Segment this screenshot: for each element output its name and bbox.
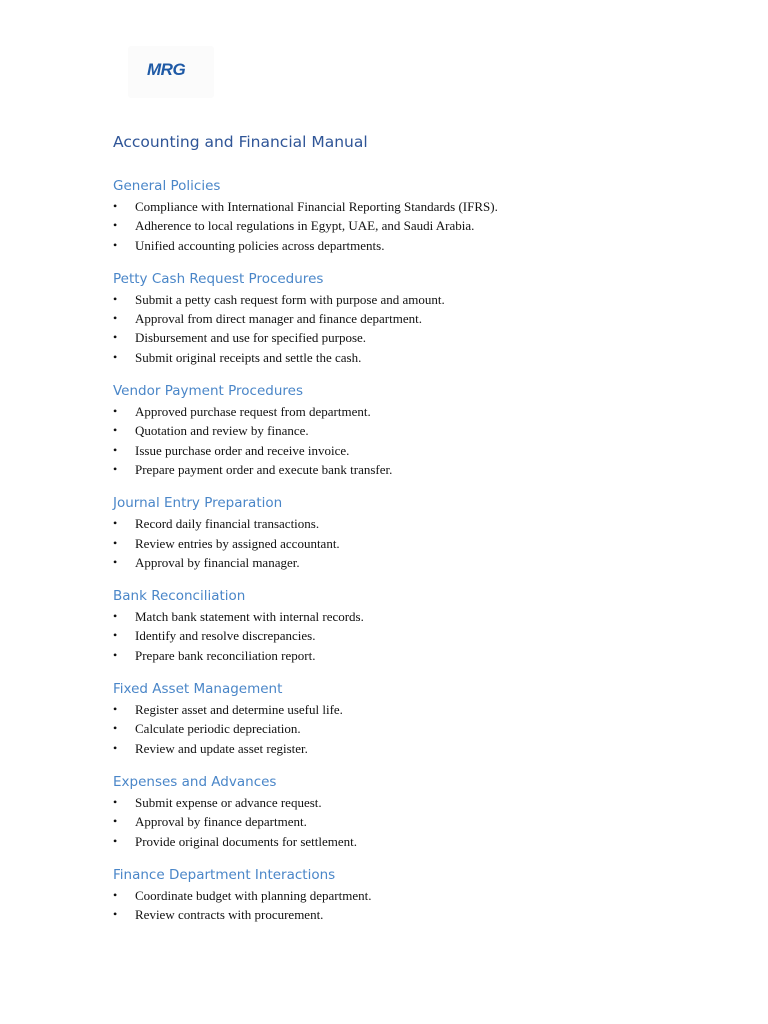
section <box>113 586 733 665</box>
list-item <box>113 309 733 328</box>
section-heading: Vendor Payment Procedures <box>113 383 303 400</box>
list-item <box>113 553 733 572</box>
section-heading: General Policies <box>113 178 221 194</box>
bullet-icon: • <box>113 740 118 755</box>
list-item <box>113 607 733 626</box>
list-item <box>113 197 733 216</box>
section-heading: Expenses and Advances <box>113 773 277 790</box>
section <box>113 176 733 255</box>
list-item <box>113 700 733 719</box>
bullet-list <box>113 197 733 255</box>
section <box>113 865 733 925</box>
list-item <box>113 328 733 347</box>
list-item-text: Approval by financial manager. <box>135 554 300 570</box>
section <box>113 381 733 479</box>
list-item-text: Disbursement and use for specified purpose. <box>135 330 367 346</box>
bullet-icon: • <box>113 628 118 643</box>
section <box>113 269 733 367</box>
section-heading: Journal Entry Preparation <box>113 495 283 512</box>
company-logo: MRG <box>147 60 186 79</box>
bullet-icon: • <box>113 423 118 438</box>
bullet-icon: • <box>113 404 118 419</box>
list-item <box>113 514 733 533</box>
bullet-icon: • <box>113 814 118 829</box>
list-item <box>113 402 733 421</box>
bullet-icon: • <box>113 291 118 306</box>
list-item-text: Unified accounting policies across departments. <box>135 237 385 253</box>
section-heading: Bank Reconciliation <box>113 588 246 605</box>
sections-container <box>113 176 733 924</box>
list-item-text: Calculate periodic depreciation. <box>135 721 301 737</box>
list-item <box>113 886 733 905</box>
bullet-list <box>113 700 733 758</box>
list-item <box>113 216 733 235</box>
list-item-text: Coordinate budget with planning department. <box>135 887 372 903</box>
bullet-icon: • <box>113 794 118 809</box>
list-item <box>113 290 733 309</box>
list-item-text: Quotation and review by finance. <box>135 423 309 439</box>
bullet-icon: • <box>113 554 118 569</box>
section <box>113 772 733 851</box>
list-item-text: Identify and resolve discrepancies. <box>135 628 316 644</box>
bullet-icon: • <box>113 330 118 345</box>
bullet-icon: • <box>113 461 118 476</box>
section-heading: Finance Department Interactions <box>113 866 336 883</box>
bullet-list <box>113 290 733 367</box>
bullet-icon: • <box>113 311 118 326</box>
list-item <box>113 421 733 440</box>
bullet-icon: • <box>113 218 118 233</box>
section-heading: Petty Cash Request Procedures <box>113 270 324 287</box>
bullet-icon: • <box>113 237 118 252</box>
list-item-text: Submit original receipts and settle the cash. <box>135 349 362 365</box>
list-item <box>113 719 733 738</box>
list-item <box>113 739 733 758</box>
list-item <box>113 793 733 812</box>
bullet-list <box>113 607 733 665</box>
bullet-icon: • <box>113 907 118 922</box>
list-item <box>113 460 733 479</box>
list-item <box>113 348 733 367</box>
bullet-icon: • <box>113 833 118 848</box>
bullet-icon: • <box>113 535 118 550</box>
list-item-text: Provide original documents for settlement. <box>135 833 358 849</box>
bullet-icon: • <box>113 609 118 624</box>
section-heading: Fixed Asset Management <box>113 681 283 698</box>
list-item-text: Record daily financial transactions. <box>135 516 320 532</box>
bullet-icon: • <box>113 442 118 457</box>
list-item-text: Compliance with International Financial Reporting Standards (IFRS). <box>135 199 498 214</box>
list-item <box>113 236 733 255</box>
list-item-text: Adherence to local regulations in Egypt, UAE, and Saudi Arabia. <box>135 218 475 234</box>
list-item-text: Review entries by assigned accountant. <box>135 535 340 551</box>
list-item-text: Prepare bank reconciliation report. <box>135 647 316 663</box>
bullet-icon: • <box>113 702 118 717</box>
document-title: Accounting and Financial Manual <box>113 133 368 151</box>
bullet-icon: • <box>113 647 118 662</box>
list-item-text: Review contracts with procurement. <box>135 907 324 923</box>
bullet-list <box>113 886 733 925</box>
list-item-text: Approval from direct manager and finance department. <box>135 311 422 327</box>
list-item <box>113 534 733 553</box>
list-item <box>113 646 733 665</box>
bullet-icon: • <box>113 721 118 736</box>
list-item-text: Approval by finance department. <box>135 814 307 830</box>
bullet-list <box>113 402 733 479</box>
list-item-text: Approved purchase request from department. <box>135 404 371 420</box>
list-item <box>113 812 733 831</box>
section <box>113 679 733 758</box>
list-item <box>113 441 733 460</box>
list-item-text: Submit expense or advance request. <box>135 794 322 810</box>
list-item-text: Submit a petty cash request form with purpose and amount. <box>135 291 445 307</box>
list-item <box>113 832 733 851</box>
section <box>113 493 733 572</box>
list-item-text: Issue purchase order and receive invoice. <box>135 442 350 458</box>
list-item-text: Review and update asset register. <box>135 740 308 756</box>
document-content <box>113 130 733 938</box>
bullet-icon: • <box>113 516 118 531</box>
bullet-list <box>113 514 733 572</box>
list-item <box>113 626 733 645</box>
bullet-list <box>113 793 733 851</box>
list-item-text: Register asset and determine useful life. <box>135 702 343 718</box>
list-item-text: Prepare payment order and execute bank transfer. <box>135 461 393 477</box>
list-item <box>113 905 733 924</box>
list-item-text: Match bank statement with internal records. <box>135 609 364 625</box>
bullet-icon: • <box>113 199 118 213</box>
bullet-icon: • <box>113 349 118 364</box>
bullet-icon: • <box>113 887 118 902</box>
